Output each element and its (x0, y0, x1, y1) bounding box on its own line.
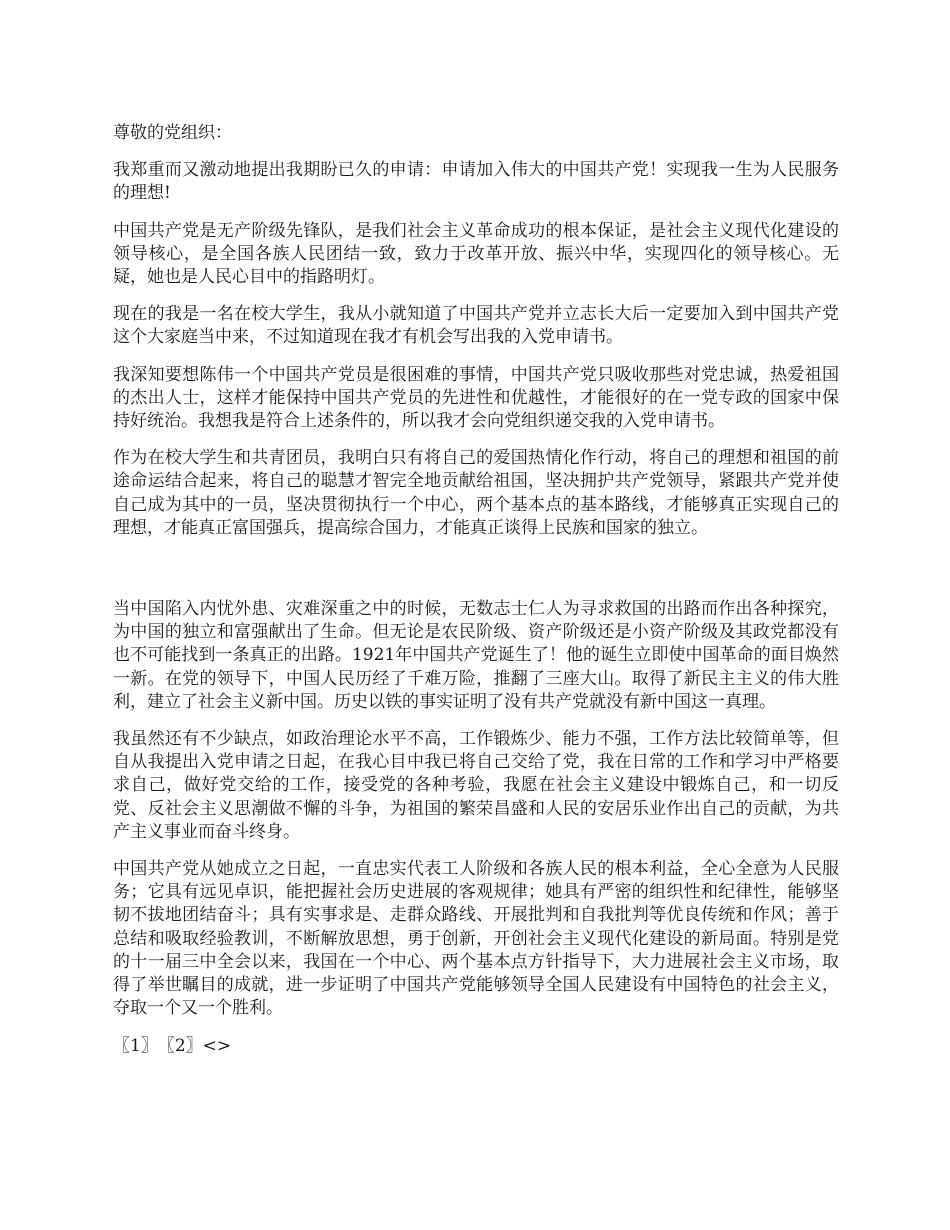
page-link-1[interactable]: 〖1〗 (113, 1035, 158, 1056)
paragraph: 我郑重而又激动地提出我期盼已久的申请：申请加入伟大的中国共产党！实现我一生为人民服务的理想! (113, 160, 839, 204)
pagination (113, 1035, 839, 1058)
document-body (113, 122, 839, 1058)
paragraph: 作为在校大学生和共青团员，我明白只有将自己的爱国热情化作行动，将自己的理想和祖国的前途命运结合起来，将自己的聪慧才智完全地贡献给祖国，坚决拥护共产党领导，紧跟共产党并使自己成为其中的一员，坚决贯彻执行一个中心，两个基本点的基本路线，才能够真正实现自己的理想，才能真正富国强兵，提高综合国力，才能真正谈得上民族和国家的独立。 (113, 448, 839, 538)
paragraph: 中国共产党从她成立之日起，一直忠实代表工人阶级和各族人民的根本利益，全心全意为人民服务；它具有远见卓识，能把握社会历史进展的客观规律；她具有严密的组织性和纪律性，能够坚韧不拔地团结奋斗；具有实事求是、走群众路线、开展批判和自我批判等优良传统和作风；善于总结和吸取经验教训，不断解放思想，勇于创新，开创社会主义现代化建设的新局面。特别是党的十一届三中全会以来，我国在一个中心、两个基本点方针指导下，大力进展社会主义市场，取得了举世瞩目的成就，进一步证明了中国共产党能够领导全国人民建设有中国特色的社会主义，夺取一个又一个胜利。 (113, 859, 839, 1019)
paragraph: 现在的我是一名在校大学生，我从小就知道了中国共产党并立志长大后一定要加入到中国共产党这个大家庭当中来，不过知道现在我才有机会写出我的入党申请书。 (113, 304, 839, 348)
section-gap (113, 554, 839, 598)
paragraph: 我深知要想陈伟一个中国共产党员是很困难的事情，中国共产党只吸收那些对党忠诚，热爱祖国的杰出人士，这样才能保持中国共产党员的先进性和优越性，才能很好的在一党专政的国家中保持好统治。我想我是符合上述条件的，所以我才会向党组织递交我的入党申请书。 (113, 364, 839, 432)
page-link-2[interactable]: 〖2〗 (157, 1035, 203, 1056)
paragraph: 我虽然还有不少缺点，如政治理论水平不高，工作锻炼少、能力不强，工作方法比较简单等，但自从我提出入党申请之日起，在我心目中我已将自己交给了党，我在日常的工作和学习中严格要求自己，做好党交给的工作，接受党的各种考验，我愿在社会主义建设中锻炼自己，和一切反党、反社会主义思潮做不懈的斗争，为祖国的繁荣昌盛和人民的安居乐业作出自己的贡献，为共产主义事业而奋斗终身。 (113, 729, 839, 842)
paragraph: 当中国陷入内忧外患、灾难深重之中的时候，无数志士仁人为寻求救国的出路而作出各种探究，为中国的独立和富强献出了生命。但无论是农民阶级、资产阶级还是小资产阶级及其政党都没有也不可能找到一条真正的出路。1921年中国共产党诞生了！他的诞生立即使中国革命的面目焕然一新。在党的领导下，中国人民历经了千难万险，推翻了三座大山。取得了新民主主义的伟大胜利，建立了社会主义新中国。历史以铁的事实证明了没有共产党就没有新中国这一真理。 (113, 599, 839, 712)
paragraph: 中国共产党是无产阶级先锋队，是我们社会主义革命成功的根本保证，是社会主义现代化建设的领导核心，是全国各族人民团结一致，致力于改革开放、振兴中华，实现四化的领导核心。无疑，她也是人民心目中的指路明灯。 (113, 220, 839, 288)
page-nav-arrows[interactable]: <> (202, 1035, 232, 1056)
salutation: 尊敬的党组织： (113, 123, 232, 143)
